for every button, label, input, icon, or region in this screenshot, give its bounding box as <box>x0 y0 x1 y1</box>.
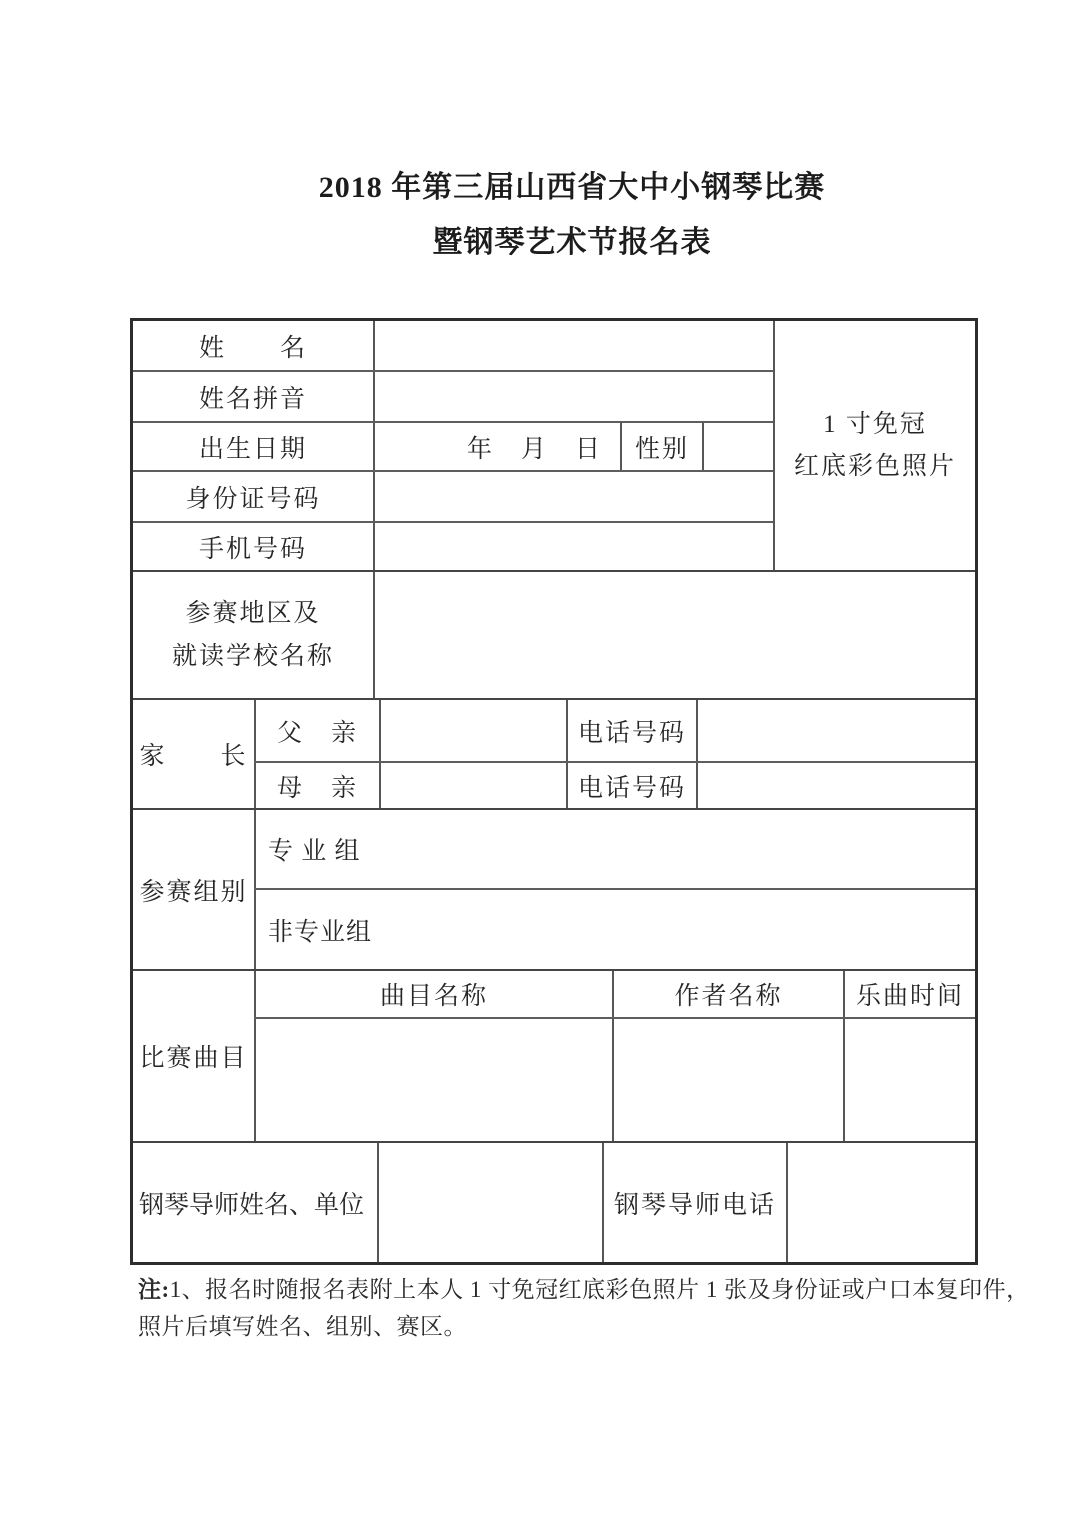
group-label: 参赛组别 <box>139 878 248 906</box>
group-nonprofessional-row <box>254 888 975 969</box>
mobile-label: 手机号码 <box>198 535 307 563</box>
gender-input-cell[interactable] <box>702 423 773 470</box>
identity-section <box>133 321 975 570</box>
mobile-input-cell[interactable] <box>373 523 773 570</box>
birthdate-input-cell[interactable] <box>373 423 620 470</box>
pinyin-label: 姓名拼音 <box>198 385 307 413</box>
father-phone-input-cell[interactable] <box>696 700 975 761</box>
form-title <box>0 160 1080 270</box>
tutor-input-cell[interactable] <box>377 1143 602 1262</box>
mother-name-input-cell[interactable] <box>379 763 566 808</box>
pinyin-input-cell[interactable] <box>373 372 773 421</box>
birthdate-units-text: 年 月 日 <box>466 435 602 463</box>
gender-label: 性别 <box>620 423 702 470</box>
group-professional-label: 专 业 组 <box>268 838 361 865</box>
region-school-label <box>133 572 373 698</box>
photo-instruction-line-1: 1 寸免冠 <box>823 411 927 438</box>
group-nonprofessional-label: 非专业组 <box>268 918 373 946</box>
photo-instruction-line-2: 红底彩色照片 <box>793 453 956 480</box>
tutor-phone-label: 钢琴导师电话 <box>602 1143 786 1262</box>
region-school-label-line-2: 就读学校名称 <box>171 643 334 670</box>
group-professional-cell[interactable] <box>254 810 975 888</box>
father-name-input-cell[interactable] <box>379 700 566 761</box>
name-label: 姓 名 <box>198 334 307 362</box>
mother-phone-input-cell[interactable] <box>696 763 975 808</box>
birthdate-row <box>133 421 773 470</box>
repertoire-section <box>133 969 975 1141</box>
repertoire-header-row <box>254 971 975 1017</box>
father-row <box>254 700 975 761</box>
name-input-cell[interactable] <box>373 321 773 370</box>
id-number-row <box>133 470 773 521</box>
id-number-label: 身份证号码 <box>185 485 321 513</box>
parents-label: 家 长 <box>139 743 248 770</box>
photo-box[interactable] <box>773 321 975 570</box>
father-label: 父 亲 <box>254 700 379 761</box>
footnote-line-1-text: 1、报名时随报名表附上本人 1 寸免冠红底彩色照片 1 张及身份证或户口本复印件， <box>169 1277 1030 1302</box>
form-title-line-2: 暨钢琴艺术节报名表 <box>432 226 712 259</box>
footnote-line-1 <box>138 1271 1040 1308</box>
tutor-phone-input-cell[interactable] <box>786 1143 975 1262</box>
piece-name-input-cell[interactable] <box>254 1019 612 1141</box>
mother-row <box>254 761 975 808</box>
region-school-row <box>133 570 975 698</box>
mother-label: 母 亲 <box>254 763 379 808</box>
duration-input-cell[interactable] <box>843 1019 975 1141</box>
birthdate-label: 出生日期 <box>198 435 307 463</box>
footnote-line-2-text: 照片后填写姓名、组别、赛区。 <box>138 1314 467 1339</box>
composer-input-cell[interactable] <box>612 1019 843 1141</box>
tutor-label: 钢琴导师姓名、单位 <box>139 1191 365 1219</box>
tutor-row <box>133 1141 975 1262</box>
region-school-input-cell[interactable] <box>373 572 975 698</box>
repertoire-label: 比赛曲目 <box>139 1045 248 1072</box>
region-school-label-line-1: 参赛地区及 <box>185 600 321 627</box>
group-nonprofessional-cell[interactable] <box>254 890 975 969</box>
group-section <box>133 808 975 969</box>
mother-phone-label: 电话号码 <box>566 763 696 808</box>
footnote-prefix: 注: <box>138 1277 170 1302</box>
group-professional-row <box>254 810 975 888</box>
mobile-row <box>133 521 773 570</box>
composer-header: 作者名称 <box>612 971 843 1017</box>
parents-section <box>133 698 975 808</box>
footnote-line-2 <box>138 1308 1040 1345</box>
name-row <box>133 321 773 370</box>
repertoire-entry-row <box>254 1017 975 1141</box>
pinyin-row <box>133 370 773 421</box>
id-number-input-cell[interactable] <box>373 472 773 521</box>
registration-form-table <box>130 318 978 1265</box>
duration-header: 乐曲时间 <box>843 971 975 1017</box>
piece-name-header: 曲目名称 <box>254 971 612 1017</box>
father-phone-label: 电话号码 <box>566 700 696 761</box>
footnote <box>138 1271 1040 1345</box>
form-title-line-1: 2018 年第三届山西省大中小钢琴比赛 <box>318 171 826 204</box>
